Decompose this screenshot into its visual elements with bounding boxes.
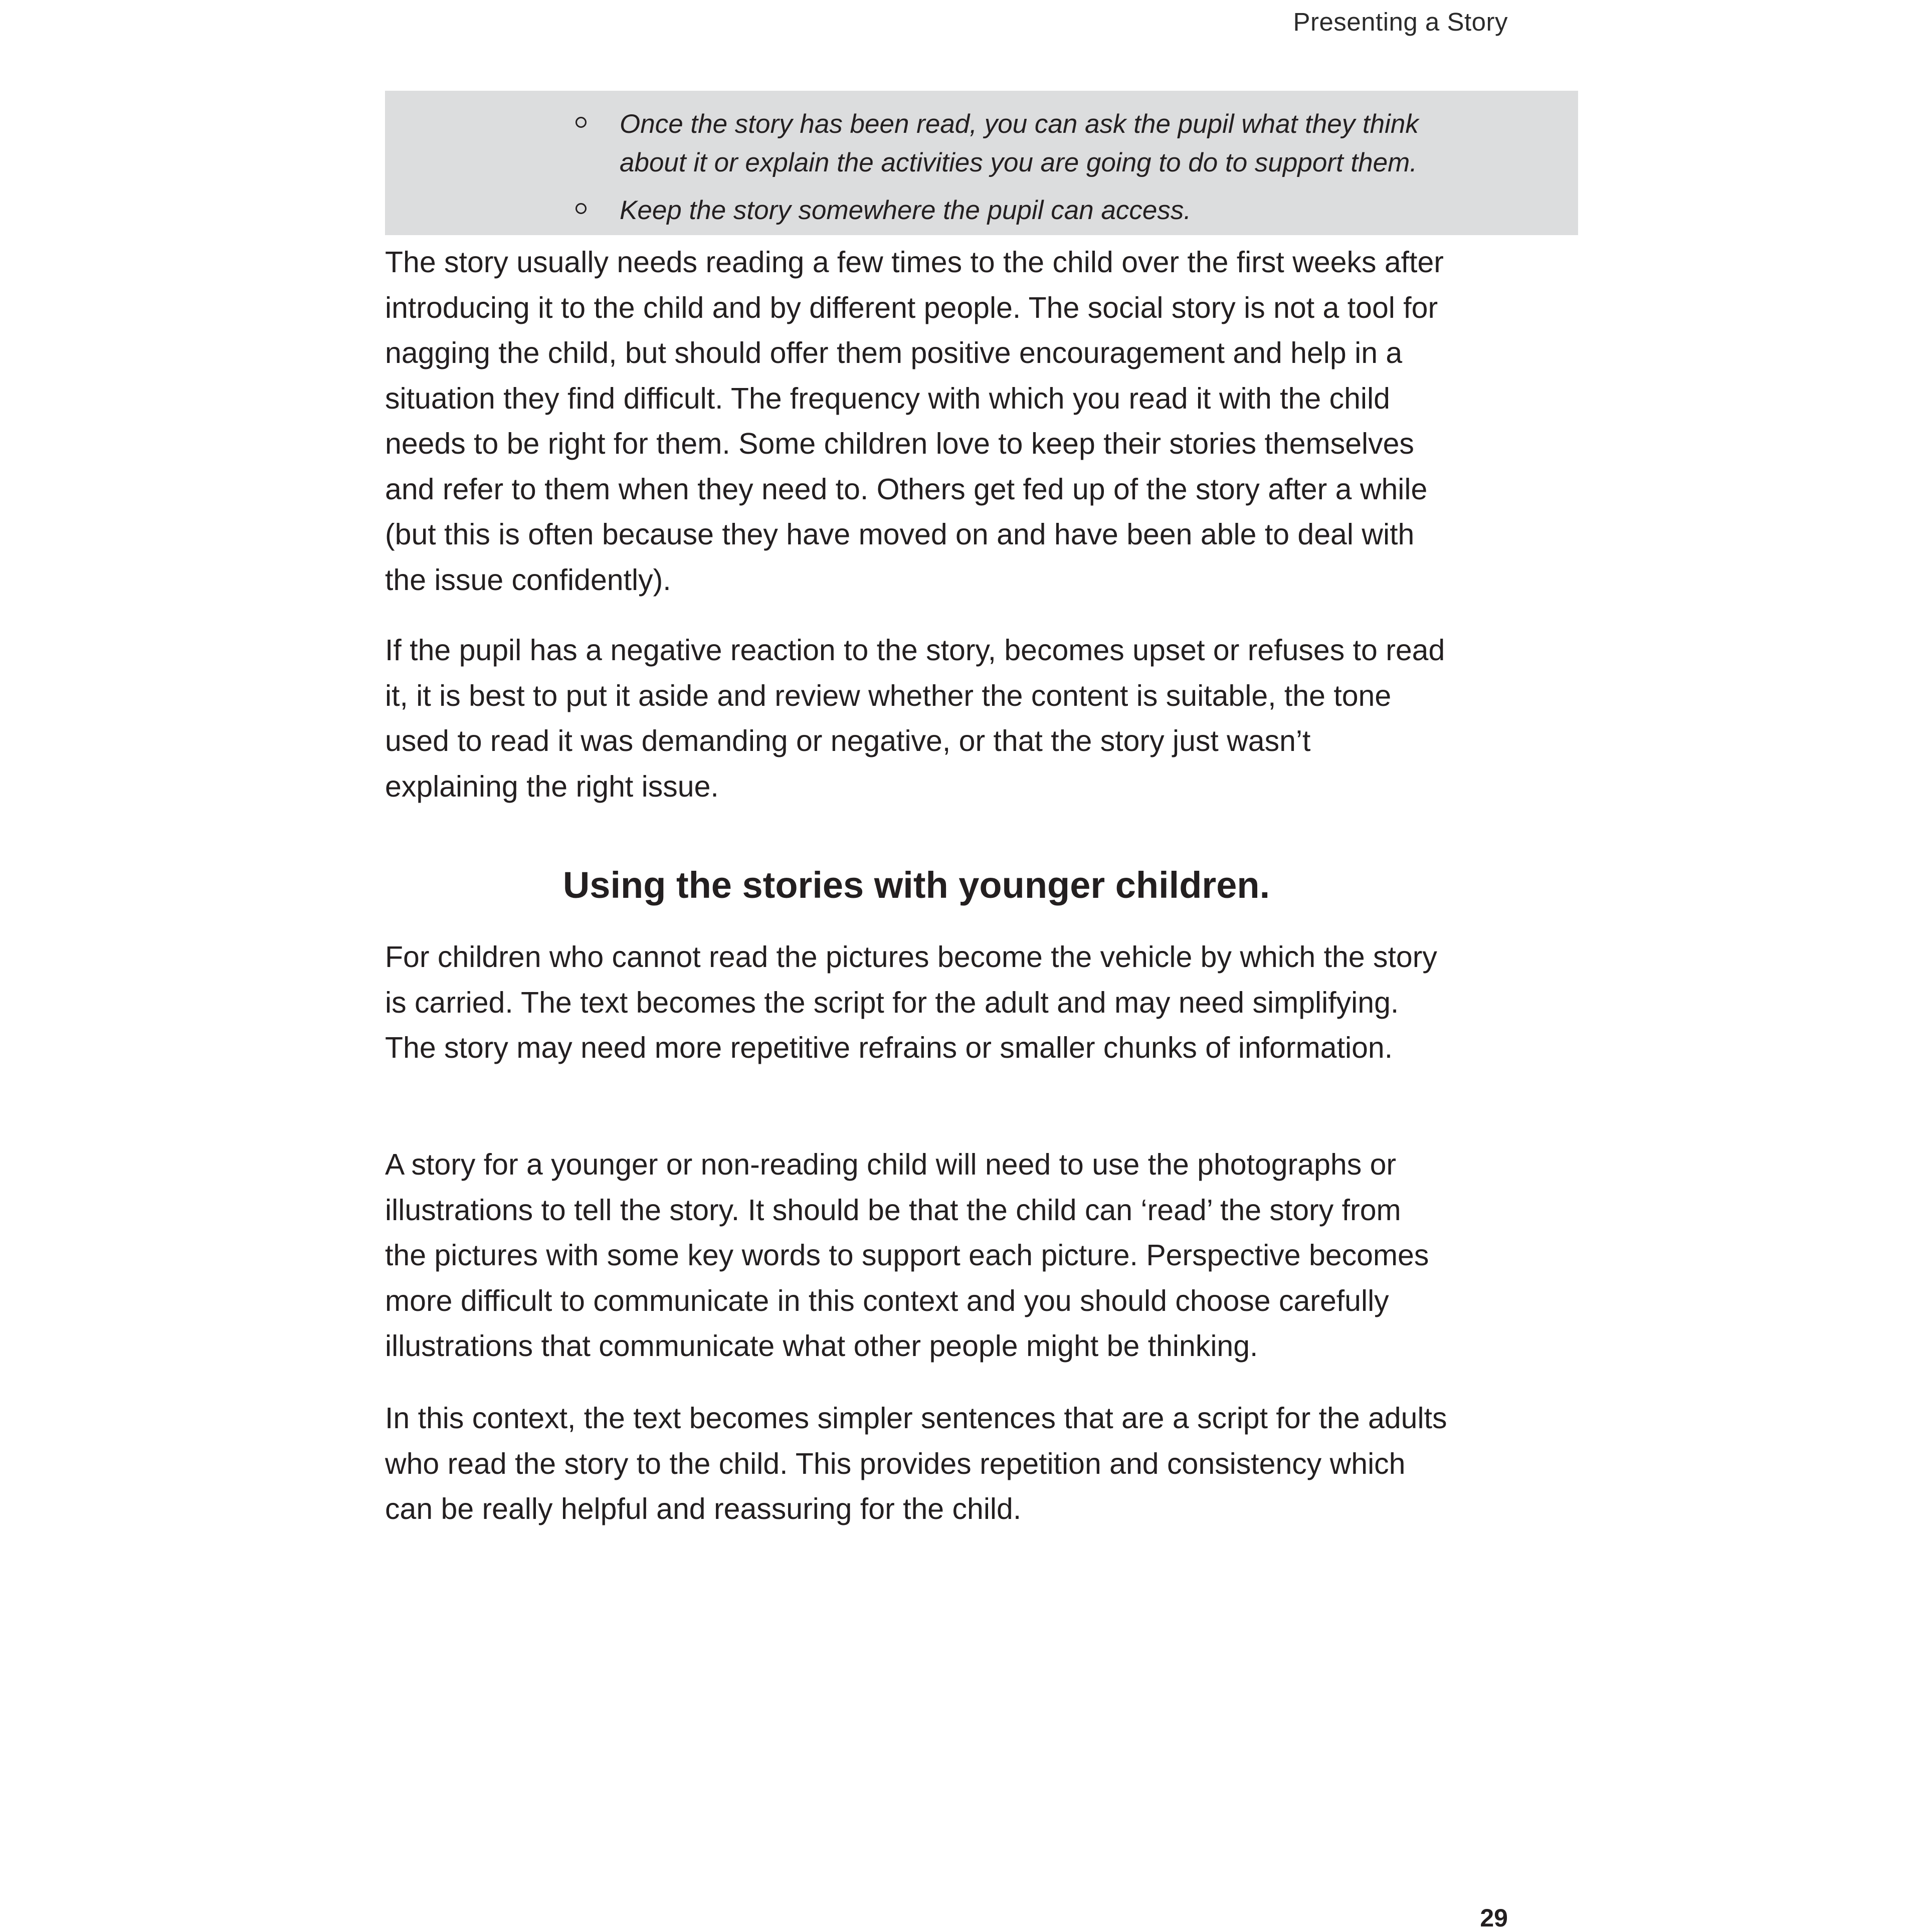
- tip-line: about it or explain the activities you are going to do to support them.: [620, 148, 1417, 177]
- running-header: Presenting a Story: [1293, 8, 1508, 36]
- tips-list-item: [385, 191, 1578, 230]
- tip-line: Once the story has been read, you can ask the pupil what they think: [620, 109, 1419, 139]
- tips-list: [385, 105, 1578, 230]
- page-number: 29: [1480, 1904, 1508, 1932]
- tips-list-item: [385, 105, 1578, 182]
- body-paragraph: The story usually needs reading a few times to the child over the first weeks after introducing it to the child and by different people. The social story is not a tool for nagging the child, but should offer them positive encouragement and help in a situation they find difficult. The frequency with which you read it with the child needs to be right for them. Some children love to keep their stories themselves and refer to them when they need to. Others get fed up of the story after a while (but this is often because they have moved on and have been able to deal with the issue confidently).: [385, 246, 1444, 597]
- circle-bullet-icon: [575, 117, 587, 128]
- tip-line: Keep the story somewhere the pupil can access.: [620, 196, 1192, 225]
- body-paragraph: In this context, the text becomes simpler sentences that are a script for the adults who read the story to the child. This provides repetition and consistency which can be really helpful and reassuring for the child.: [385, 1402, 1447, 1525]
- section-heading: Using the stories with younger children.: [562, 864, 1270, 906]
- body-paragraph: If the pupil has a negative reaction to the story, becomes upset or refuses to read it, it is best to put it aside and review whether the content is suitable, the tone used to read it was demanding or negative, or that the story just wasn’t explaining the right issue.: [385, 634, 1445, 803]
- circle-bullet-icon: [575, 203, 587, 214]
- body-paragraph: A story for a younger or non-reading child will need to use the photographs or illustrations to tell the story. It should be that the child can ‘read’ the story from the pictures with some key words to support each picture. Perspective becomes more difficult to communicate in this context and you should choose carefully illustrations that communicate what other people might be thinking.: [385, 1148, 1429, 1363]
- body-paragraph: For children who cannot read the pictures become the vehicle by which the story is carried. The text becomes the script for the adult and may need simplifying. The story may need more repetitive refrains or smaller chunks of information.: [385, 940, 1437, 1064]
- tips-box: [385, 91, 1578, 235]
